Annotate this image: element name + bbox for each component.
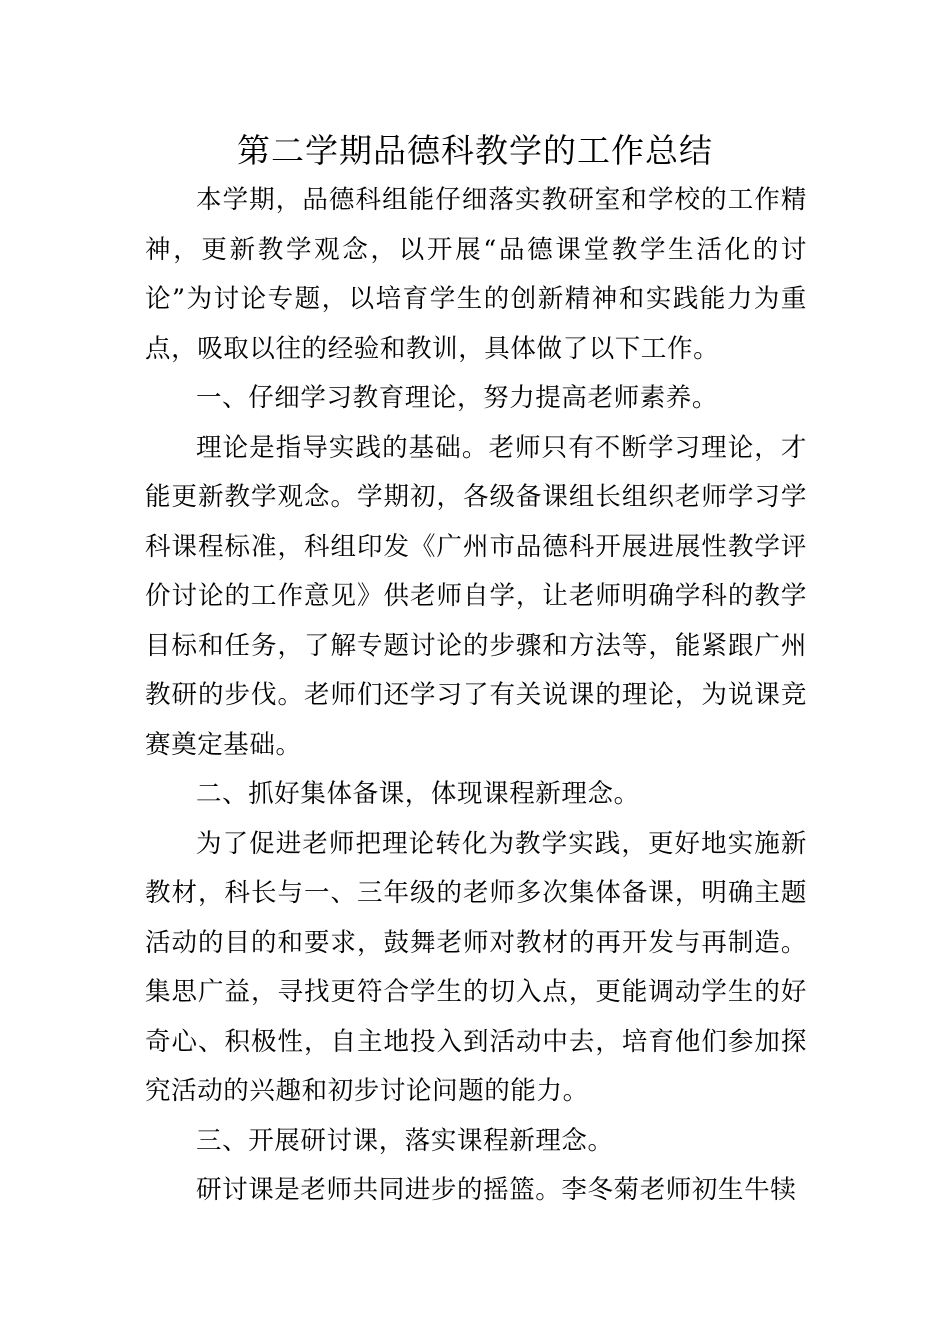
paragraph-section-1: 理论是指导实践的基础。老师只有不断学习理论，才能更新教学观念。学期初，各级备课组长组织老师学习学科课程标准，科组印发《广州市品德科开展进展性教学评价讨论的工作意见》供老师自学，让老师明确学科的教学目标和任务，了解专题讨论的步骤和方法等，能紧跟广州教研的步伐。老师们还学习了有关说课的理论，为说课竞赛奠定基础。 [145,432,807,760]
paragraph-section-2: 为了促进老师把理论转化为教学实践，更好地实施新教材，科长与一、三年级的老师多次集体备课，明确主题活动的目的和要求，鼓舞老师对教材的再开发与再制造。集思广益，寻找更符合学生的切入点，更能调动学生的好奇心、积极性，自主地投入到活动中去，培育他们参加探究活动的兴趣和初步讨论问题的能力。 [145,828,807,1106]
section-heading-3: 三、开展研讨课，落实课程新理念。 [196,1125,614,1156]
document-body [145,176,807,1216]
paragraph-section-3: 研讨课是老师共同进步的摇篮。李冬菊老师初生牛犊 [196,1175,797,1205]
section-heading-1: 一、仔细学习教育理论，努力提高老师素养。 [196,383,719,413]
paragraph-intro: 本学期，品德科组能仔细落实教研室和学校的工作精神，更新教学观念，以开展“品德课堂教学生活化的讨论”为讨论专题，以培育学生的创新精神和实践能力为重点，吸取以往的经验和教训，具体做了以下工作。 [145,185,807,364]
section-heading-2: 二、抓好集体备课，体现课程新理念。 [196,779,640,809]
document-title: 第二学期品德科教学的工作总结 [237,131,713,170]
